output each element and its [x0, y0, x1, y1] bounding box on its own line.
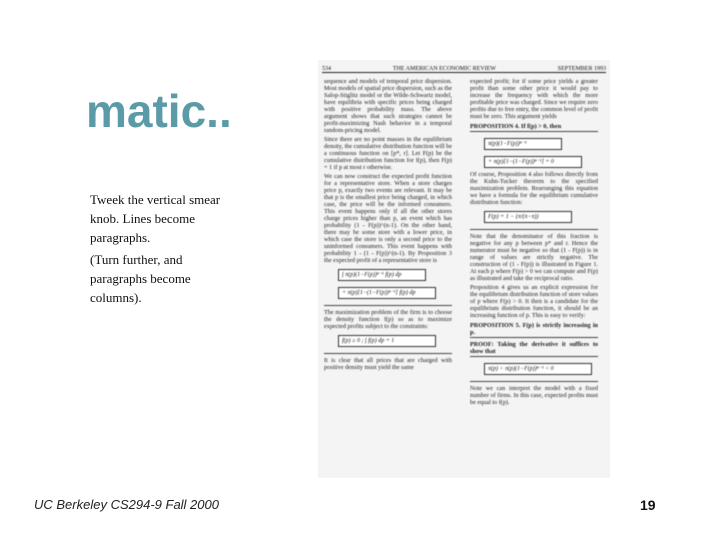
paper-paragraph: The maximization problem of the firm is to choose the density function f(p) so as to maximize expected profits subject to the constraints: — [324, 309, 452, 330]
paper-paragraph: sequence and models of temporal price dispersion. Most models of spatial price dispersion, such as the Salop-Stiglitz model or the Wilde-Schwartz model, have equilibria with specific prices being charged with positive probability mass. The above argument shows that such strategies cannot be profit-maximizing Nash behavior in a temporal random-pricing model. — [324, 78, 452, 134]
note-columns: (Turn further, and paragraphs become columns). — [90, 252, 191, 305]
paper-paragraph: Proposition 4 gives us an explicit expression for the equilibrium distribution function of store values of p where F(p) > 0. It then is a candidate for the equilibrium distribution function, it should be an increasing function of p. This is easy to verify: — [470, 284, 598, 319]
equation-box: π(p) < π(p)(1−F(p))ⁿ⁻¹ < 0 — [484, 363, 592, 375]
proposition-heading: PROPOSITION 5. F(p) is strictly increasing in p. — [470, 322, 598, 336]
paper-paragraph: expected profit; for if some price yields a greater profit than some other price it would pay to increase the frequency with which the more profitable price was charged. Since we require zero profits due to free entry, the common level of profit must be zero. This argument yields — [470, 78, 598, 120]
paper-paragraph: It is clear that all prices that are charged with positive density must yield the same — [324, 357, 452, 371]
paper-date: SEPTEMBER 1993 — [557, 66, 606, 72]
equation-box: + π(p)[1−(1−F(p))ⁿ⁻¹] = 0 — [484, 156, 582, 168]
paper-journal-name: THE AMERICAN ECONOMIC REVIEW — [392, 66, 496, 72]
paper-paragraph: Of course, Proposition 4 also follows directly from the Kuhn-Tucker theorem to the specified maximization problem. Rearranging this equation we have a formula for the equilibrium cumulative distribution function: — [470, 171, 598, 206]
scanned-paper-image — [318, 60, 610, 478]
slide-page-number: 19 — [640, 497, 656, 513]
equation-box: π(p)(1−F(p))ⁿ⁻¹ — [484, 138, 562, 150]
paper-footnote: Note we can interpret the model with a fixed number of firms. In this case, expected profits must be equal to f(p). — [470, 385, 598, 406]
paper-divider — [470, 229, 598, 230]
note-smear-knob: Tweek the vertical smear knob. Lines become paragraphs. — [90, 192, 221, 245]
paper-divider — [324, 353, 452, 354]
slide-title: matic.. — [86, 85, 232, 137]
slide-footer: UC Berkeley CS294-9 Fall 2000 — [34, 497, 219, 512]
paper-right-column — [470, 78, 598, 474]
paper-divider — [470, 381, 598, 382]
paper-paragraph: We can now construct the expected profit function for a representative store. When a store charges price p, exactly two events are relevant. It may be that p is the smallest price being charged, in which case, the price will be the informed consumers. This event happens only if all the other stores charge prices higher than p, an event which has probability (1 - F(p))^(n-1). On the other hand, there may be some store with a lower price, in which case the store is only a second price to the uninformed consumers. This event happens with probability 1 - (1 - F(p))^(n-1). By Proposition 3 the expected profit of a representative store is — [324, 173, 452, 264]
paper-page-number: 534 — [322, 66, 331, 72]
equation-box: ∫ π(p)(1−F(p))ⁿ⁻¹ f(p) dp — [338, 269, 426, 281]
paper-left-column — [324, 78, 452, 474]
equation-box: F(p) = 1 − (π/(π−π)) — [484, 211, 572, 223]
proposition-heading: PROPOSITION 4. If f(p) > 0, then — [470, 123, 598, 132]
paper-divider — [324, 305, 452, 306]
paper-paragraph: Note that the denominator of this fraction is negative for any p between p* and r. Hence the numerator must be negative so that (1 - F(p)) is in range of values are strictly negative. The construction of (1 - F(p)) is illustrated in Figure 1. At each p where F(p) > 0 we can compute and F(p) as illustrated and take the reciprocal ratio. — [470, 233, 598, 282]
equation-box: f(p) ≥ 0 ; ∫ f(p) dp = 1 — [338, 335, 436, 347]
equation-box: + π(p)[1−(1−F(p))ⁿ⁻¹] f(p) dp — [338, 287, 436, 299]
paper-running-header — [322, 64, 606, 73]
proof-heading: PROOF: Taking the derivative it suffices to show that — [470, 341, 598, 355]
paper-paragraph: Since there are no point masses in the equilibrium density, the cumulative distribution function will be a continuous function on [p*, r]. Let F(p) be the cumulative distribution function for f(p), then F(p) = 1 if p at most r otherwise. — [324, 136, 452, 171]
